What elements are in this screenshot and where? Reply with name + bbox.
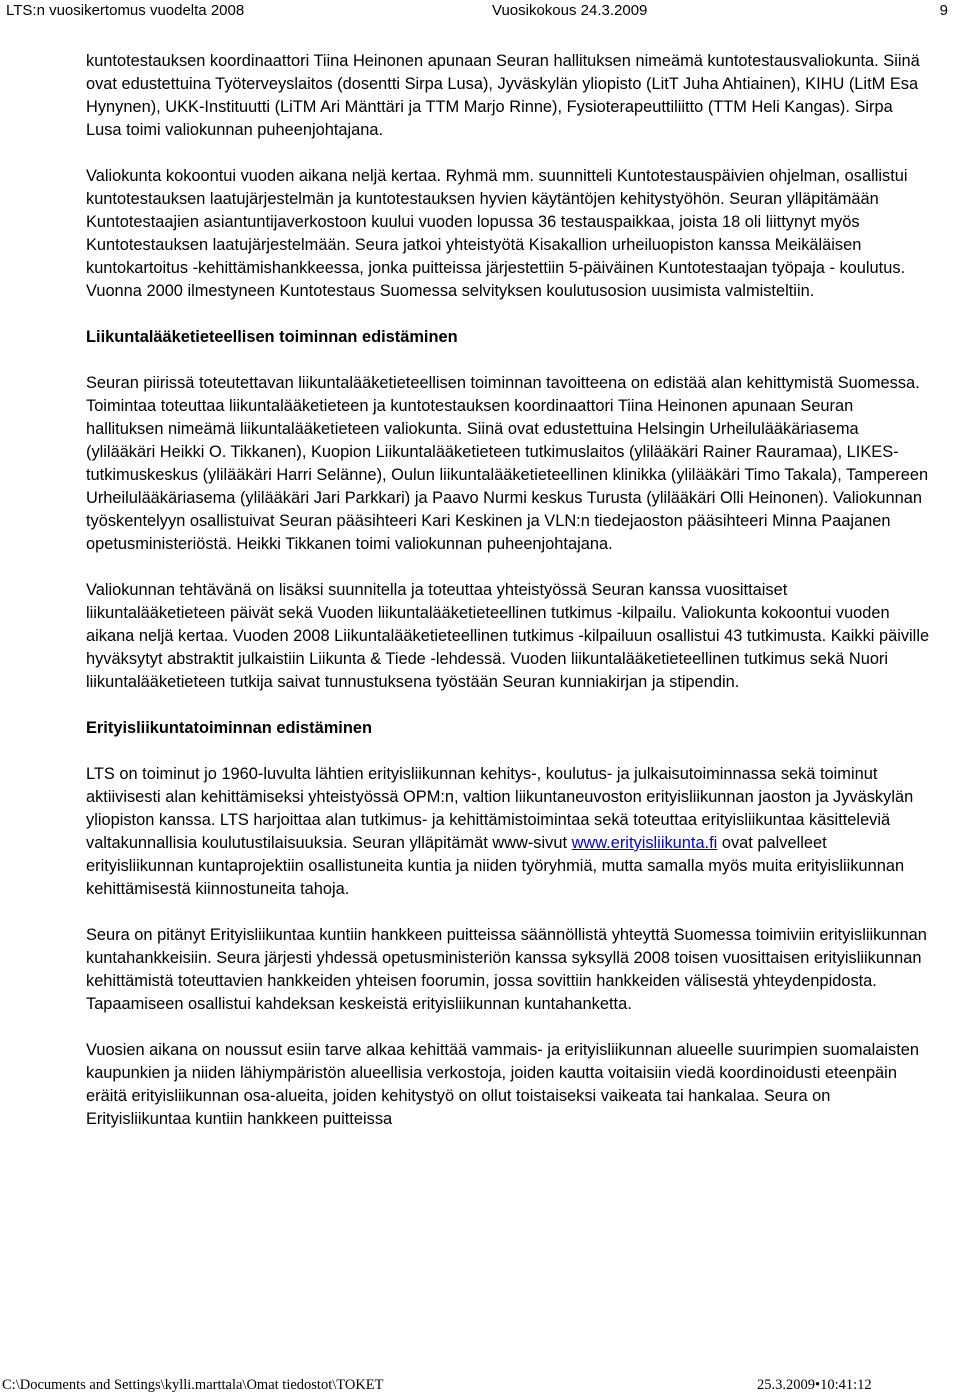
document-body — [86, 50, 931, 1131]
page-header — [6, 2, 960, 26]
paragraph-erityisliikunta-forum: Seura on pitänyt Erityisliikuntaa kuntiin hankkeen puitteissa säännöllistä yhteyttä Suomessa toimiviin erityisliikunnan kuntahankkeisiin. Seura järjesti yhdessä opetusministeriön kanssa syksyllä 2008 toisen vuosittaisen erityisliikunnan kehittämistä toteuttavien hankkeiden yhteisen foorumin, jossa sovittiin hankkeiden välisestä yhteydenpidosta. Tapaamiseen osallistui kahdeksan keskeistä erityisliikunnan kuntahanketta. — [86, 926, 927, 1013]
paragraph-erityisliikunta-networks: Vuosien aikana on noussut esiin tarve alkaa kehittää vammais- ja erityisliikunnan alueelle suurimpien suomalaisten kaupunkien ja niiden lähiympäristön alueellisia verkostoja, joiden kautta voitaisiin viedä koordinoidusti eteenpäin eräitä erityisliikunnan osa-alueita, joiden kehitystyö on ollut toistaiseksi vaikeata tai hankalaa. Seura on Erityisliikuntaa kuntiin hankkeen puitteissa — [86, 1041, 920, 1128]
page-number: 9 — [939, 2, 948, 19]
report-title: LTS:n vuosikertomus vuodelta 2008 — [6, 2, 245, 19]
paragraph-text: LTS on toiminut jo 1960-luvulta lähtien erityisliikunnan kehitys-, koulutus- ja julkaisutoiminnassa sekä toiminut aktiivisesti alan kehittämiseksi yhteistyössä OPM:n, valtion liikuntaneuvoston erityisliikunnan jaoston ja Jyväskylän yliopiston kanssa. LTS harjoittaa alan tutkimus- ja kehittämistoimintaa sekä toteuttaa erityisliikuntaa käsitteleviä valtakunnallisia koulutustilaisuuksia. Seuran ylläpitämät www-sivut — [86, 765, 914, 852]
page-footer — [0, 1376, 960, 1396]
section-heading-liikuntalaaketiede: Liikuntalääketieteellisen toiminnan edistäminen — [86, 328, 458, 346]
file-path: C:\Documents and Settings\kylli.marttala\Omat tiedostot\TOKET — [2, 1377, 384, 1393]
section-heading-erityisliikunta: Erityisliikuntatoiminnan edistäminen — [86, 719, 372, 737]
erityisliikunta-website-link[interactable]: www.erityisliikunta.fi — [571, 834, 718, 852]
paragraph-erityisliikunta-history — [86, 763, 931, 901]
paragraph-kuntotestaus-committee: kuntotestauksen koordinaattori Tiina Heinonen apunaan Seuran hallituksen nimeämä kuntotestausvaliokunta. Siinä ovat edustettuina Työterveyslaitos (dosentti Sirpa Lusa), Jyväskylän yliopisto (LitT Juha Ahtiainen), KIHU (LitM Esa Hynynen), UKK-Instituutti (LiTM Ari Mänttäri ja TTM Marjo Rinne), Fysioterapeuttiliitto (TTM Heli Kangas). Sirpa Lusa toimi valiokunnan puheenjohtajana. — [86, 52, 920, 139]
meeting-date: Vuosikokous 24.3.2009 — [492, 2, 648, 19]
paragraph-liikuntalaaketiede-tasks: Valiokunnan tehtävänä on lisäksi suunnitella ja toteuttaa yhteistyössä Seuran kanssa vuosittaiset liikuntalääketieteen päivät sekä Vuoden liikuntalääketieteellinen tutkimus -kilpailu. Valiokunta kokoontui vuoden aikana neljä kertaa. Vuoden 2008 Liikuntalääketieteellinen tutkimus -kilpailuun osallistui 43 tutkimusta. Kaikki päiville hyväksytyt abstraktit julkaistiin Liikunta & Tiede -lehdessä. Vuoden liikuntalääketieteellinen tutkimus sekä Nuori liikuntalääketieteen tutkija saivat tunnustuksena työstään Seuran kunniakirjan ja stipendin. — [86, 581, 930, 691]
paragraph-text: ovat palvelleet erityisliikunnan kuntaprojektiin osallistuneita kuntia ja niiden työryhmiä, mutta samalla myös muita erityisliikunnan kehittämisestä kiinnostuneita tahoja. — [86, 834, 905, 898]
print-timestamp: 25.3.2009•10:41:12 — [757, 1377, 872, 1393]
paragraph-kuntotestaus-activities: Valiokunta kokoontui vuoden aikana neljä kertaa. Ryhmä mm. suunnitteli Kuntotestauspäivien ohjelman, osallistui kuntotestauksen laatujärjestelmän ja kuntotestauksen hyvien käytäntöjen kehitystyöhön. Seuran ylläpitämään Kuntotestaajien asiantuntijaverkostoon kuului vuoden lopussa 36 testauspaikkaa, joista 18 oli liittynyt myös Kuntotestauksen laatujärjestelmään. Seura jatkoi yhteistyötä Kisakallion urheiluopiston kanssa Meikäläisen kuntokartoitus -kehittämishankkeessa, jonka puitteissa järjestettiin 5-päiväinen Kuntotestaajan työpaja - koulutus. Vuonna 2000 ilmestyneen Kuntotestaus Suomessa selvityksen koulutusosion uusimista valmisteltiin. — [86, 167, 908, 300]
paragraph-liikuntalaaketiede-committee: Seuran piirissä toteutettavan liikuntalääketieteellisen toiminnan tavoitteena on edistää alan kehittymistä Suomessa. Toimintaa toteuttaa liikuntalääketieteen ja kuntotestauksen koordinaattori Tiina Heinonen apunaan Seuran hallituksen nimeämä liikuntalääketieteen valiokunta. Siinä ovat edustettuina Helsingin Urheilulääkäriasema (ylilääkäri Heikki O. Tikkanen), Kuopion Liikuntalääketieteen tutkimuslaitos (ylilääkäri Rainer Rauramaa), LIKES- tutkimuskeskus (ylilääkäri Harri Selänne), Oulun liikuntalääketieteellinen klinikka (ylilääkäri Timo Takala), Tampereen Urheilulääkäriasema (ylilääkäri Jari Parkkari) ja Paavo Nurmi keskus Turusta (ylilääkäri Olli Heinonen). Valiokunnan työskentelyyn osallistuivat Seuran pääsihteeri Kari Keskinen ja VLN:n tiedejaoston pääsihteeri Minna Paajanen opetusministeriöstä. Heikki Tikkanen toimi valiokunnan puheenjohtajana. — [86, 374, 929, 553]
